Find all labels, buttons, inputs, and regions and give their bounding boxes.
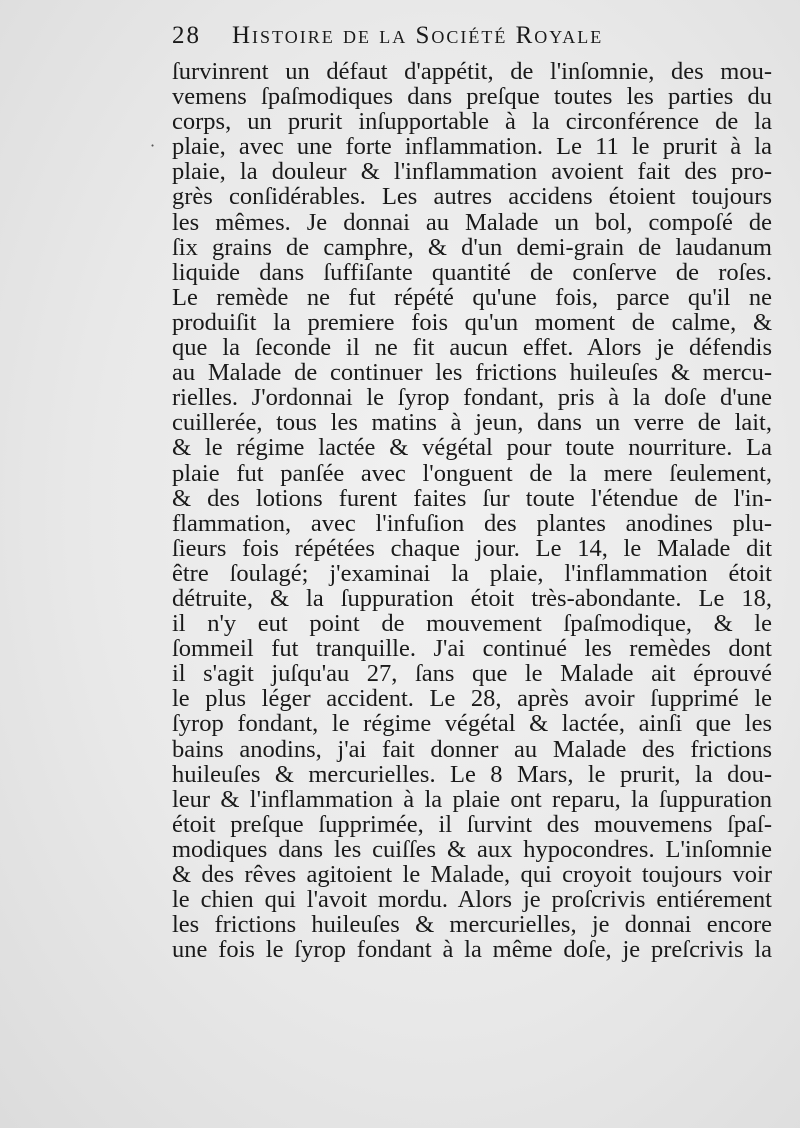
- text-line: les frictions huileuſes & mercurielles, je donnai encore: [172, 911, 772, 939]
- text-line: & le régime lactée & végétal pour toute nourriture. La: [172, 434, 772, 462]
- text-line: ſommeil fut tranquille. J'ai continué les remèdes dont: [172, 635, 772, 663]
- text-line: leur & l'inflammation à la plaie ont reparu, la ſuppuration: [172, 785, 772, 813]
- text-line: le chien qui l'avoit mordu. Alors je proſcrivis entiérement: [172, 886, 772, 914]
- text-line: les mêmes. Je donnai au Malade un bol, compoſé de: [172, 208, 772, 236]
- text-line: plaie, avec une forte inflammation. Le 11 le prurit à la: [172, 133, 772, 161]
- text-line: modiques dans les cuiſſes & aux hypocondres. L'inſomnie: [172, 835, 772, 863]
- running-title: Histoire de la Société Royale: [232, 22, 604, 49]
- text-line: produiſit la premiere fois qu'un moment de calme, &: [172, 308, 772, 336]
- text-line: corps, un prurit inſupportable à la circonférence de la: [172, 108, 772, 136]
- text-line: être ſoulagé; j'examinai la plaie, l'inflammation étoit: [172, 559, 772, 587]
- text-line: & des lotions furent faites ſur toute l'étendue de l'in-: [172, 484, 772, 512]
- page-header: [172, 22, 712, 56]
- text-line: que la ſeconde il ne fit aucun effet. Alors je défendis: [172, 334, 772, 362]
- text-line: il n'y eut point de mouvement ſpaſmodique, & le: [172, 610, 772, 638]
- text-line: rielles. J'ordonnai le ſyrop fondant, pris à la doſe d'une: [172, 384, 772, 412]
- text-line: plaie, la douleur & l'inflammation avoient fait des pro-: [172, 158, 772, 186]
- text-line: liquide dans ſuffiſante quantité de conſerve de roſes.: [172, 258, 772, 286]
- text-line: ſyrop fondant, le régime végétal & lactée, ainſi que les: [172, 710, 772, 738]
- text-line: ſurvinrent un défaut d'appétit, de l'inſomnie, des mou-: [172, 58, 772, 85]
- text-line: flammation, avec l'infuſion des plantes anodines plu-: [172, 509, 772, 537]
- text-line: au Malade de continuer les frictions huileuſes & mercu-: [172, 359, 772, 387]
- text-line: le plus léger accident. Le 28, après avoir ſupprimé le: [172, 685, 772, 713]
- text-line: Le remède ne fut répété qu'une fois, parce qu'il ne: [172, 283, 772, 311]
- text-line: détruite, & la ſuppuration étoit très-abondante. Le 18,: [172, 584, 772, 612]
- text-line: vemens ſpaſmodiques dans preſque toutes les parties du: [172, 83, 772, 111]
- text-line: il s'agit juſqu'au 27, ſans que le Malade ait éprouvé: [172, 660, 772, 688]
- text-line: étoit preſque ſupprimée, il ſurvint des mouvemens ſpaſ-: [172, 810, 772, 838]
- text-line: huileuſes & mercurielles. Le 8 Mars, le prurit, la dou-: [172, 760, 772, 788]
- text-line: bains anodins, j'ai fait donner au Malade des frictions: [172, 735, 772, 763]
- margin-dot-mark: ·: [150, 136, 156, 155]
- page-number: 28: [172, 22, 201, 49]
- text-line: cuillerée, tous les matins à jeun, dans un verre de lait,: [172, 409, 772, 437]
- text-line: ſieurs fois répétées chaque jour. Le 14, le Malade dit: [172, 534, 772, 562]
- body-text: [172, 59, 772, 962]
- text-line: grès conſidérables. Les autres accidens étoient toujours: [172, 183, 772, 211]
- text-line: plaie fut panſée avec l'onguent de la mere ſeulement,: [172, 459, 772, 487]
- text-line: & des rêves agitoient le Malade, qui croyoit toujours voir: [172, 861, 772, 888]
- text-line: ſix grains de camphre, & d'un demi-grain de laudanum: [172, 233, 772, 261]
- text-line: une fois le ſyrop fondant à la même doſe, je preſcrivis la: [172, 936, 772, 964]
